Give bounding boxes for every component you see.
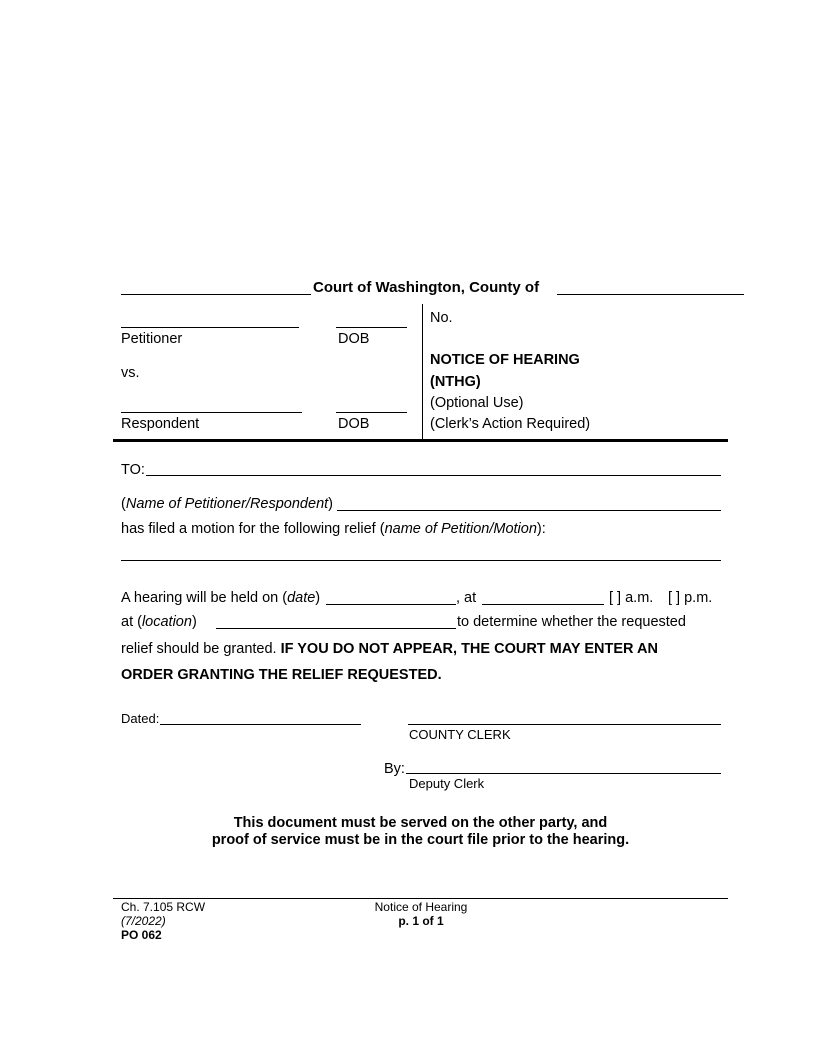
dated-blank[interactable] xyxy=(160,724,361,725)
name-blank[interactable] xyxy=(337,510,721,511)
petitioner-dob-blank[interactable] xyxy=(336,327,407,328)
pm-checkbox[interactable]: [ ] p.m. xyxy=(668,590,713,606)
respondent-dob-label: DOB xyxy=(338,416,370,432)
warning-line-2: ORDER GRANTING THE RELIEF REQUESTED. xyxy=(121,667,442,683)
warning-line-1: IF YOU DO NOT APPEAR, THE COURT MAY ENTER AN xyxy=(280,641,658,657)
respondent-name-blank[interactable] xyxy=(121,412,302,413)
county-clerk-label: COUNTY CLERK xyxy=(409,727,511,742)
motion-line: has filed a motion for the following relief (name of Petition/Motion): xyxy=(121,521,546,537)
deputy-clerk-signature-blank[interactable] xyxy=(406,773,721,774)
relief-line: relief should be granted. IF YOU DO NOT APPEAR, THE COURT MAY ENTER AN xyxy=(121,641,658,657)
location-suffix: to determine whether the requested xyxy=(457,614,686,630)
case-number-label: No. xyxy=(430,310,453,326)
hearing-at-text: , at xyxy=(456,590,477,606)
to-blank[interactable] xyxy=(146,475,721,476)
service-notice-line-1: This document must be served on the other party, and xyxy=(233,815,608,831)
to-label: TO: xyxy=(121,462,145,478)
petitioner-name-blank[interactable] xyxy=(121,327,299,328)
respondent-dob-blank[interactable] xyxy=(336,412,407,413)
location-blank[interactable] xyxy=(216,628,456,629)
optional-use-note: (Optional Use) xyxy=(430,395,524,411)
am-checkbox[interactable]: [ ] a.m. xyxy=(609,590,654,606)
hearing-date-text: A hearing will be held on (date) xyxy=(121,590,321,606)
form-title: NOTICE OF HEARING xyxy=(430,352,580,368)
by-label: By: xyxy=(384,761,405,777)
service-notice-line-2: proof of service must be in the court file prior to the hearing. xyxy=(211,832,630,848)
court-heading: Court of Washington, County of xyxy=(313,279,540,296)
petitioner-dob-label: DOB xyxy=(338,331,370,347)
location-text: at (location) xyxy=(121,614,197,630)
court-name-blank[interactable] xyxy=(121,294,311,295)
footer-statute: Ch. 7.105 RCW xyxy=(121,900,206,914)
respondent-label: Respondent xyxy=(121,416,200,432)
form-code-title: (NTHG) xyxy=(430,374,481,390)
footer-page-number: p. 1 of 1 xyxy=(398,914,444,928)
petitioner-label: Petitioner xyxy=(121,331,183,347)
name-line: (Name of Petitioner/Respondent) xyxy=(121,496,334,512)
vs-label: vs. xyxy=(121,365,140,381)
deputy-clerk-label: Deputy Clerk xyxy=(409,776,485,791)
name-label: Name of Petitioner/Respondent xyxy=(125,496,329,512)
footer-rule xyxy=(113,898,728,899)
hearing-date-blank[interactable] xyxy=(326,604,456,605)
caption-bottom-rule xyxy=(113,439,728,442)
county-clerk-signature-blank[interactable] xyxy=(408,724,721,725)
footer-form-code: PO 062 xyxy=(121,928,162,942)
dated-label: Dated: xyxy=(121,711,160,726)
footer-form-title: Notice of Hearing xyxy=(374,900,468,914)
motion-blank[interactable] xyxy=(121,560,721,561)
clerk-action-note: (Clerk’s Action Required) xyxy=(430,416,591,432)
hearing-time-blank[interactable] xyxy=(482,604,604,605)
footer-revision: (7/2022) xyxy=(121,914,166,928)
caption-divider-vertical xyxy=(422,304,423,440)
county-name-blank[interactable] xyxy=(557,294,744,295)
motion-label: name of Petition/Motion xyxy=(384,521,537,537)
